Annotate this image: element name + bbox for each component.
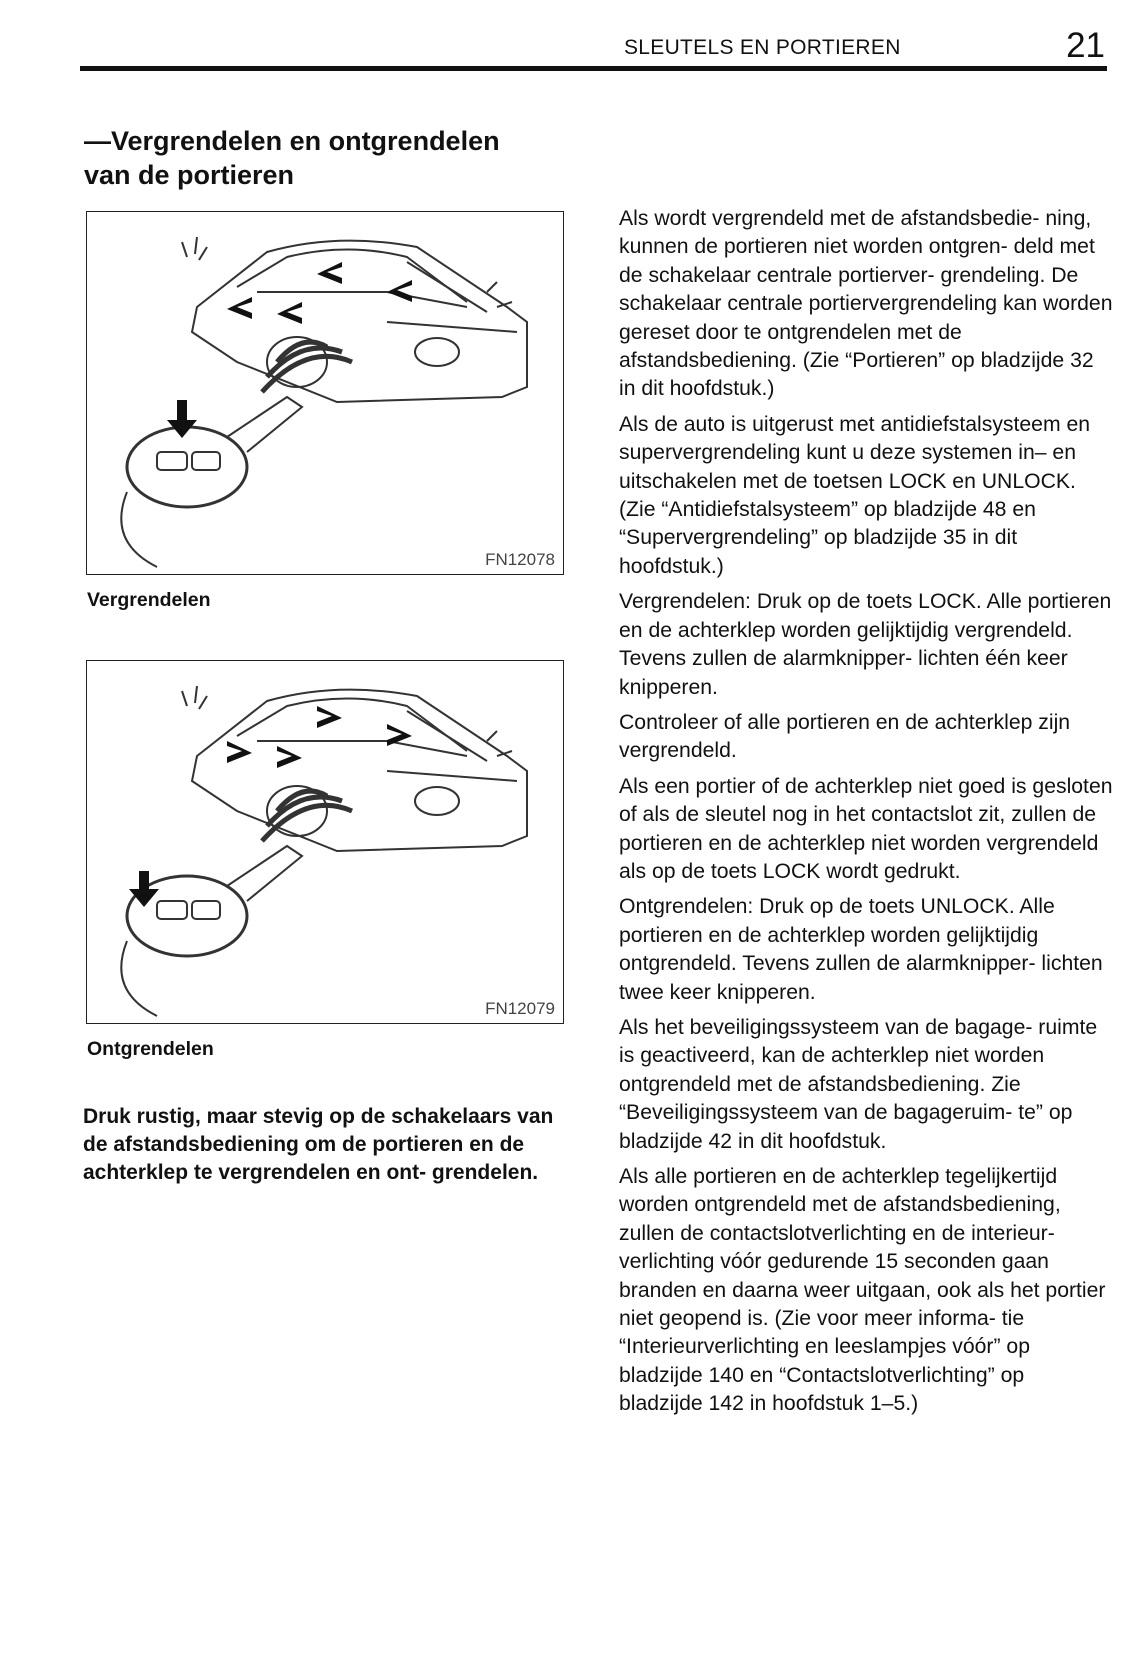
unlock-button bbox=[192, 901, 220, 919]
car-key-lock-illustration bbox=[87, 212, 563, 574]
press-arrow-icon bbox=[129, 871, 159, 907]
lock-button bbox=[157, 452, 187, 470]
paragraph: Controleer of alle portieren en de achterklep zijn vergrendeld. bbox=[619, 710, 1071, 763]
paragraph: Als de auto is uitgerust met antidiefstalsysteem en supervergrendeling kunt u deze systemen in– en uitschakelen met de toetsen LOCK en UNLOCK. (Zie “Antidiefstalsysteem” op bladzijde 48 en “Supervergrendeling” op bladzijde 35 in dit hoofdstuk.) bbox=[619, 412, 1091, 578]
figure-unlocking bbox=[86, 660, 564, 1024]
door-arrow-icon bbox=[227, 741, 252, 763]
door-arrow-icon bbox=[387, 280, 412, 302]
figure-code: FN12079 bbox=[485, 999, 555, 1018]
key-ring bbox=[121, 492, 157, 567]
paragraph: Vergrendelen: Druk op de toets LOCK. Alle portieren en de achterklep worden gelijktijdig vergrendeld. Tevens zullen de alarmknipper- lichten één keer knipperen. bbox=[619, 590, 1112, 699]
section-title-line2: van de portieren bbox=[84, 160, 295, 190]
door-arrow-icon bbox=[277, 746, 302, 768]
figure-locking bbox=[86, 211, 564, 575]
paragraph: Ontgrendelen: Druk op de toets UNLOCK. Alle portieren en de achterklep worden gelijktijdig ontgrendeld. Tevens zullen de alarmknipper- lichten twee keer knipperen. bbox=[619, 895, 1103, 1004]
door-arrow-icon bbox=[277, 302, 302, 324]
car-window-line bbox=[257, 292, 467, 307]
section-title-line1: —Vergrendelen en ontgrendelen bbox=[84, 126, 500, 156]
key-blade bbox=[227, 846, 302, 901]
body-text-column bbox=[619, 205, 1113, 1426]
instruction-text: Druk rustig, maar stevig op de schakelaars van de afstandsbediening om de portieren en de achterklep te vergrendelen en ont- grendelen. bbox=[83, 1105, 554, 1184]
car-trunk-line bbox=[387, 322, 517, 332]
car-body-outline bbox=[192, 690, 527, 851]
car-key-unlock-illustration bbox=[87, 661, 563, 1023]
license-plate-area bbox=[415, 787, 459, 815]
paragraph: Als het beveiligingssysteem van de bagage- ruimte is geactiveerd, kan de achterklep niet worden ontgrendeld met de afstandsbediening. Zie “Beveiligingssysteem van de bagageruim- te” op bladzijde 42 in dit hoofdstuk. bbox=[619, 1015, 1098, 1153]
paragraph: Als alle portieren en de achterklep tegelijkertijd worden ontgrendeld met de afstandsbediening, zullen de contactslotverlichting en de interieur- verlichting vóór gedurende 15 seconden gaan branden en daarna weer uitgaan, ook als het portier niet geopend is. (Zie voor meer informa- tie “Interieurverlichting en leeslampjes vóór” op bladzijde 140 en “Contactslotverlichting” op bladzijde 142 in hoofdstuk 1–5.) bbox=[619, 1165, 1106, 1416]
license-plate-area bbox=[415, 338, 459, 366]
door-arrow-icon bbox=[227, 297, 252, 319]
figure-code: FN12078 bbox=[485, 550, 555, 569]
door-arrow-icon bbox=[317, 262, 342, 284]
key-blade bbox=[227, 397, 302, 452]
car-rear-window bbox=[407, 262, 487, 312]
paragraph: Als wordt vergrendeld met de afstandsbedie- ning, kunnen de portieren niet worden ontgren- deld met de schakelaar centrale portierver- grendeling. De schakelaar centrale portiervergrendeling kan worden gereset door te ontgrendelen met de afstandsbediening. (Zie “Portieren” op bladzijde 32 in dit hoofdstuk.) bbox=[619, 207, 1113, 401]
car-body-outline bbox=[192, 241, 527, 402]
unlock-button bbox=[192, 452, 220, 470]
section-title bbox=[84, 124, 604, 192]
header-section-title: SLEUTELS EN PORTIEREN bbox=[624, 36, 901, 59]
figure-caption-locking: Vergrendelen bbox=[87, 589, 211, 611]
figure-caption-unlocking: Ontgrendelen bbox=[87, 1038, 214, 1060]
door-arrow-icon bbox=[317, 706, 342, 728]
page-number: 21 bbox=[1066, 26, 1105, 65]
car-trunk-line bbox=[387, 771, 517, 781]
lock-button bbox=[157, 901, 187, 919]
press-arrow-icon bbox=[167, 400, 197, 438]
paragraph: Als een portier of de achterklep niet goed is gesloten of als de sleutel nog in het contactslot zit, zullen de portieren en de achterklep niet worden vergrendeld als op de toets LOCK wordt gedrukt. bbox=[619, 774, 1113, 883]
key-ring bbox=[121, 941, 157, 1016]
header-rule bbox=[80, 66, 1107, 71]
car-rear-window bbox=[407, 711, 487, 761]
